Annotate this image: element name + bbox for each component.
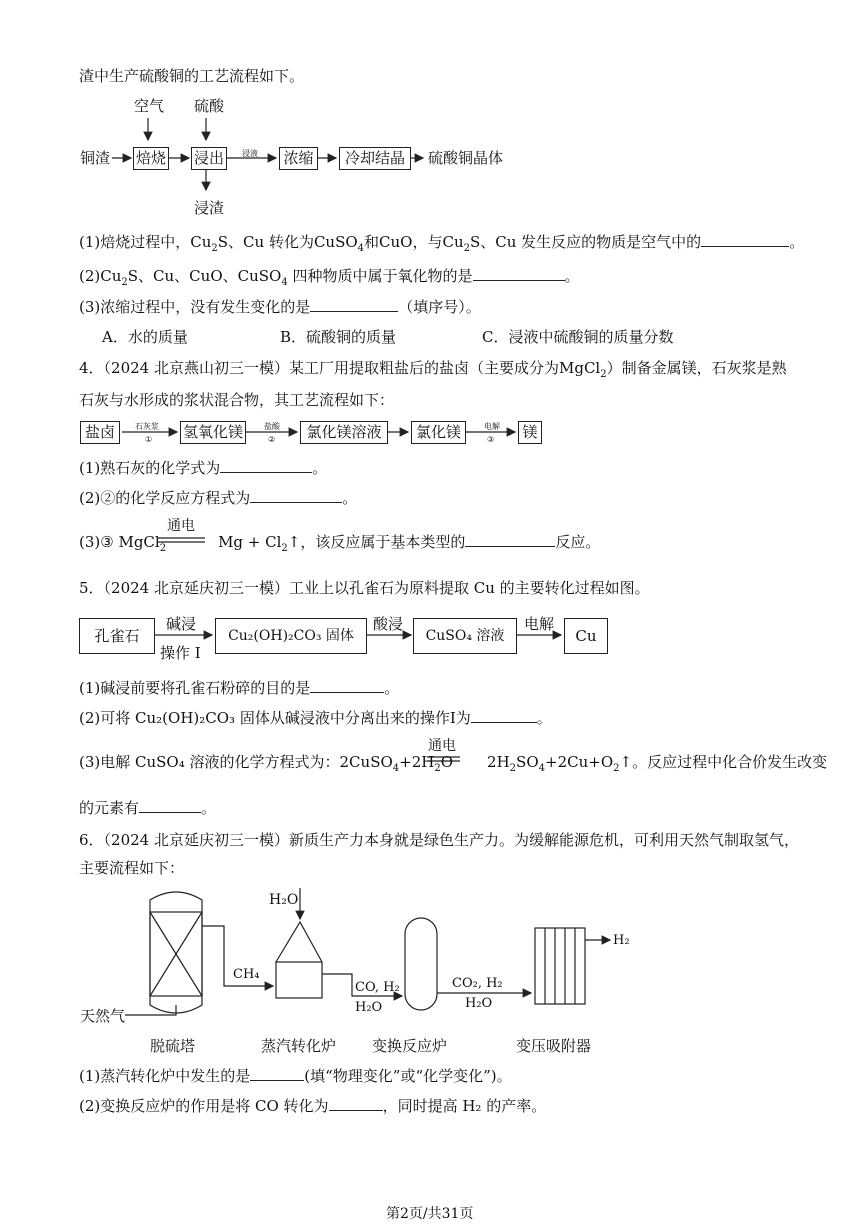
crystallize-box: 冷却结晶	[339, 147, 411, 170]
q4-q1: (1)熟石灰的化学式为 。	[79, 459, 328, 477]
shift-reactor-label: 变换反应炉	[372, 1037, 448, 1055]
mgcl2-solution-box: 氯化镁溶液	[300, 421, 388, 444]
q5-q3: (3)电解 CuSO₄ 溶液的化学方程式为：$2CuSO_4+2H_2O$ $2H_2SO_4+2Cu+O_2↑$。反应过程中化合价发生改变	[79, 753, 828, 774]
cuso4-solution-box: CuSO₄ 溶液	[413, 618, 517, 654]
q4-q2: (2)②的化学反应方程式为 。	[79, 489, 358, 507]
mgcl2-box: 氯化镁	[411, 421, 466, 444]
answer-blank[interactable]	[250, 1066, 304, 1081]
q5-q2: (2)可将 Cu₂(OH)₂CO₃ 固体从碱浸液中分离出来的操作I为 。	[79, 709, 552, 727]
q6-q1: (1)蒸汽转化炉中发生的是 (填“物理变化”或“化学变化”)。	[79, 1067, 512, 1085]
h2-out-label: H₂	[613, 933, 630, 948]
electrolysis-label: 电解	[484, 422, 500, 431]
acid-leach-label: 酸浸	[373, 615, 404, 633]
q3-3: (3)浓缩过程中，没有发生变化的是 （填序号）。	[79, 298, 481, 316]
option-a: A．水的质量	[102, 328, 188, 346]
mg-box: 镁	[518, 421, 542, 444]
h2o-mid-label: H₂O	[355, 1000, 383, 1015]
psa-label: 变压吸附器	[516, 1037, 592, 1055]
h2o-top-label: H₂O	[269, 892, 299, 908]
answer-blank[interactable]	[139, 798, 201, 813]
answer-blank[interactable]	[701, 232, 789, 247]
brine-box: 盐卤	[80, 421, 120, 444]
gas-in-label: 天然气	[80, 1007, 126, 1025]
answer-blank[interactable]	[220, 458, 312, 473]
q6-line1: 6．（2024 北京延庆初三一模）新质生产力本身就是绿色生产力。为缓解能源危机，可利用天然气制取氢气，	[79, 831, 799, 849]
co-h2-label: CO, H₂	[355, 980, 400, 995]
q6-q2: (2)变换反应炉的作用是将 CO 转化为 ，同时提高 H₂ 的产率。	[79, 1097, 547, 1115]
q5-intro: 5．（2024 北京延庆初三一模）工业上以孔雀石为原料提取 Cu 的主要转化过程如图。	[79, 579, 650, 597]
electrolysis-label: 电解	[524, 615, 555, 633]
intro-text: 渣中生产硫酸铜的工艺流程如下。	[79, 67, 305, 85]
h2o-right-label: H₂O	[465, 996, 493, 1011]
option-c: C．浸液中硫酸铜的质量分数	[482, 328, 674, 346]
roast-box: 焙烧	[133, 147, 169, 170]
lime-slurry-label: 石灰浆	[135, 422, 159, 431]
page-footer: 第2页/共31页	[386, 1206, 474, 1222]
q4-line2: 石灰与水形成的浆状混合物，其工艺流程如下：	[79, 391, 395, 409]
mg-hydroxide-box: 氢氧化镁	[180, 421, 246, 444]
step3-label: ③	[487, 435, 495, 444]
option-b: B．硫酸铜的质量	[280, 328, 397, 346]
answer-blank[interactable]	[310, 297, 398, 312]
cu-box: Cu	[564, 618, 608, 654]
malachite-box: 孔雀石	[79, 618, 155, 654]
leach-box: 浸出	[191, 147, 227, 170]
alkali-leach-label: 碱浸	[166, 615, 197, 633]
answer-blank[interactable]	[329, 1096, 383, 1111]
q4-q3: (3)③ MgCl$_2$ $Mg + Cl_2↑$，该反应属于基本类型的 反应。	[79, 533, 601, 554]
answer-blank[interactable]	[473, 266, 565, 281]
q4-condition: 通电	[167, 518, 195, 534]
q3-2: $(2)Cu_2S$、Cu、CuO、CuSO$_4$ 四种物质中属于氧化物的是 。	[79, 267, 580, 288]
start-label: 铜渣	[80, 149, 111, 167]
answer-blank[interactable]	[310, 678, 384, 693]
acid-label: 硫酸	[194, 97, 225, 115]
q5-condition: 通电	[428, 738, 456, 754]
answer-blank[interactable]	[465, 532, 555, 547]
concentrate-box: 浓缩	[279, 147, 318, 170]
desulfurization-label: 脱硫塔	[150, 1037, 196, 1055]
q5-q1: (1)碱浸前要将孔雀石粉碎的目的是 。	[79, 679, 400, 697]
q3-1: (1)焙烧过程中，$Cu_2S$、Cu 转化为CuSO$_4$和CuO，与$Cu_2S$、Cu 发生反应的物质是空气中的 。	[79, 233, 805, 254]
q5-q3-line2: 的元素有 。	[79, 799, 217, 817]
air-label: 空气	[134, 97, 165, 115]
step2-label: ②	[268, 435, 276, 444]
answer-blank[interactable]	[471, 708, 537, 723]
q6-line2: 主要流程如下：	[79, 859, 185, 877]
ch4-label: CH₄	[233, 967, 260, 982]
steam-reformer-label: 蒸汽转化炉	[261, 1037, 337, 1055]
co2-h2-label: CO₂, H₂	[452, 976, 503, 991]
product-label: 硫酸铜晶体	[428, 149, 504, 167]
operation-label: 操作 I	[160, 644, 201, 662]
basic-copper-carbonate-box: Cu₂(OH)₂CO₃ 固体	[215, 618, 367, 654]
q4-line1: 4．（2024 北京燕山初三一模）某工厂用提取粗盐后的盐卤（主要成分为MgCl$_2$）制备金属镁，石灰浆是熟	[79, 359, 787, 380]
leach-liquid-label: 浸液	[242, 149, 258, 158]
answer-blank[interactable]	[250, 488, 342, 503]
residue-label: 浸渣	[194, 199, 225, 217]
hcl-label: 盐酸	[264, 422, 280, 431]
step1-label: ①	[145, 435, 153, 444]
